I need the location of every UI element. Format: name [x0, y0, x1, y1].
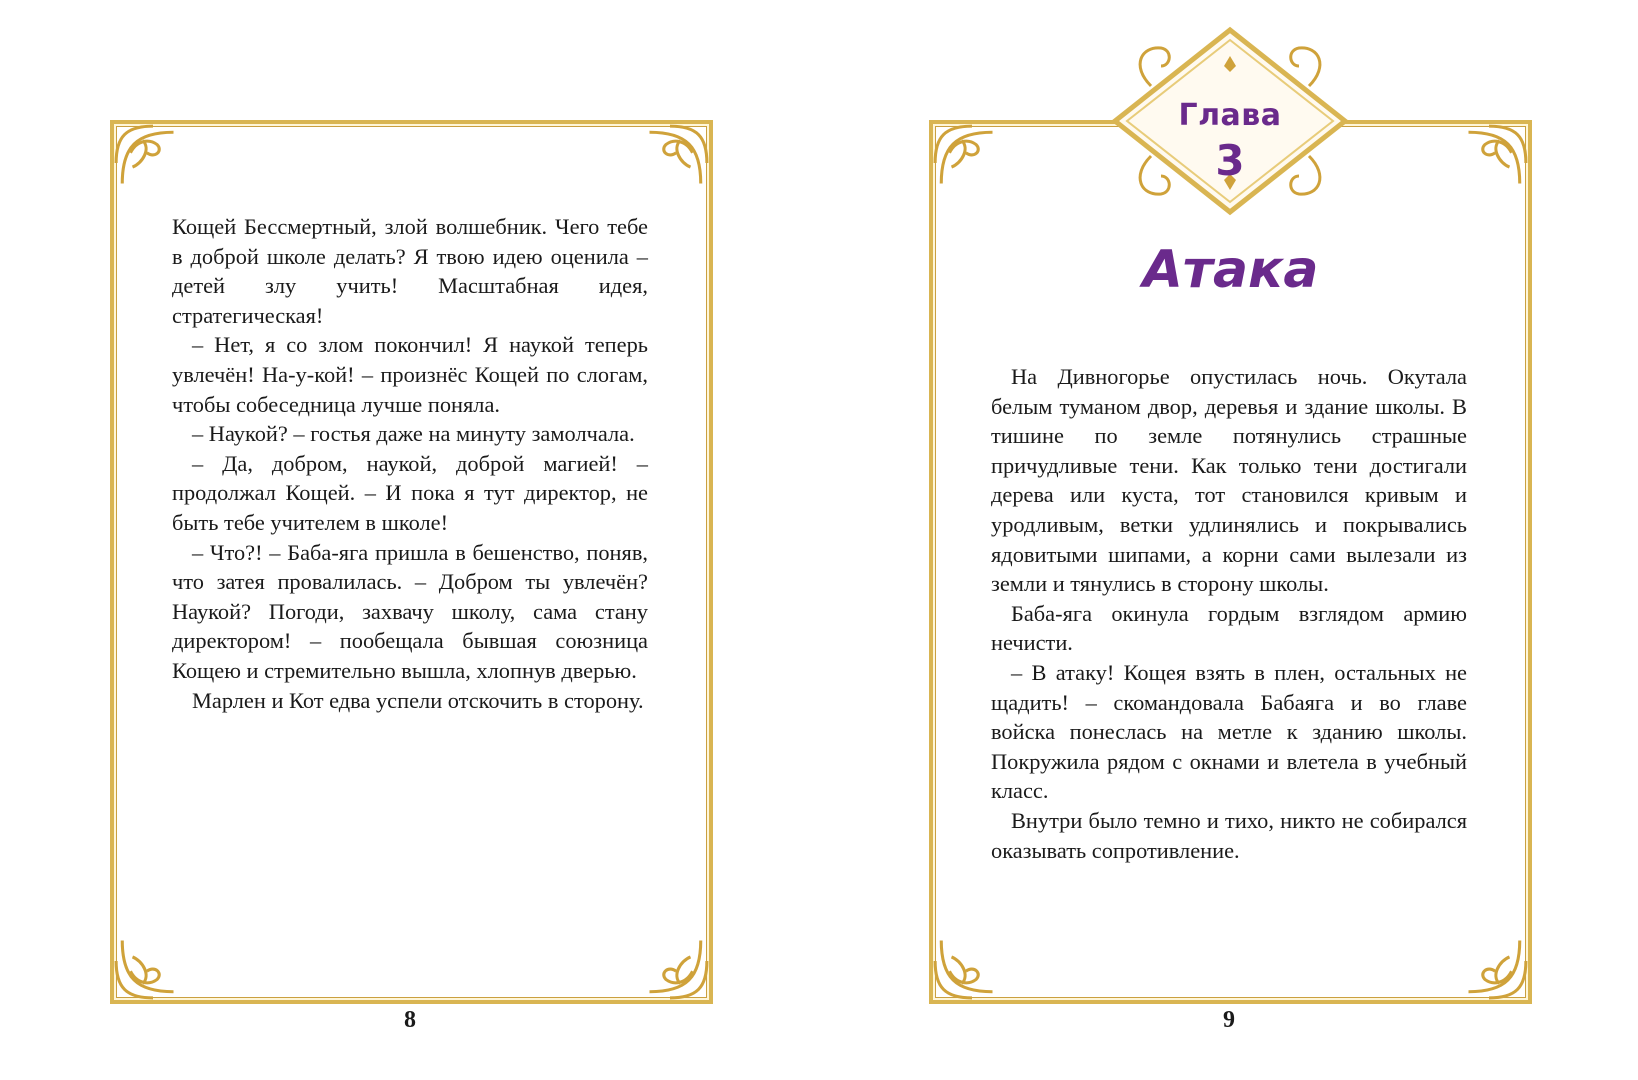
paragraph: Марлен и Кот едва успели отскочить в сторону. [192, 687, 644, 713]
ornament-corner-icon [112, 920, 194, 1002]
right-page-text [991, 362, 1467, 865]
paragraph: – В атаку! Кощея взять в плен, остальных не щадить! – скомандовала Бабаяга и во главе войска понеслась на метле к зданию школы. Покружила рядом с окнами и влетела в учебный класс. [991, 659, 1467, 804]
paragraph: Кощей Бессмертный, злой волшебник. Чего тебе в доброй школе делать? Я твою идею оценила – детей злу учить! Масштабная идея, стратегическая! [172, 214, 648, 328]
ornament-corner-icon [1448, 920, 1530, 1002]
paragraph: Внутри было темно и тихо, никто не собирался оказывать сопротивление. [991, 807, 1467, 863]
chapter-badge [1111, 26, 1349, 216]
paragraph: Баба-яга окинула гордым взглядом армию нечисти. [991, 600, 1467, 656]
page-number-left: 8 [404, 1007, 416, 1033]
chapter-label: Глава [1178, 98, 1282, 133]
ornament-corner-icon [629, 122, 711, 204]
left-page [110, 120, 713, 1004]
ornament-corner-icon [629, 920, 711, 1002]
ornament-corner-icon [112, 122, 194, 204]
paragraph: – Да, добром, наукой, доброй магией! – продолжал Кощей. – И пока я тут директор, не быть тебе учителем в школе! [172, 450, 648, 535]
left-page-text [172, 212, 648, 715]
ornament-corner-icon [931, 122, 1013, 204]
paragraph: На Дивногорье опустилась ночь. Окутала белым туманом двор, деревья и здание школы. В тишине по земле потянулись страшные причудливые тени. Как только тени достигали дерева или куста, тот становился кривым и уродливым, ветки удлинялись и покрывались ядовитыми шипами, а корни сами вылезали из земли и тянулись в сторону школы. [991, 364, 1467, 597]
page-number-right: 9 [1223, 1007, 1235, 1033]
paragraph: – Нет, я со злом покончил! Я наукой теперь увлечён! На-у-кой! – произнёс Кощей по слогам, чтобы собеседница лучше поняла. [172, 332, 648, 417]
chapter-title: Атака [1142, 240, 1319, 300]
paragraph: – Наукой? – гостья даже на минуту замолчала. [192, 421, 635, 447]
ornament-corner-icon [1448, 122, 1530, 204]
paragraph: – Что?! – Баба-яга пришла в бешенство, поняв, что затея провалилась. – Добром ты увлечён? Наукой? Погоди, захвачу школу, сама стану директором! – пообещала бывшая союзница Кощею и стремительно вышла, хлопнув дверью. [172, 539, 648, 683]
chapter-number: 3 [1215, 136, 1245, 185]
ornament-corner-icon [931, 920, 1013, 1002]
